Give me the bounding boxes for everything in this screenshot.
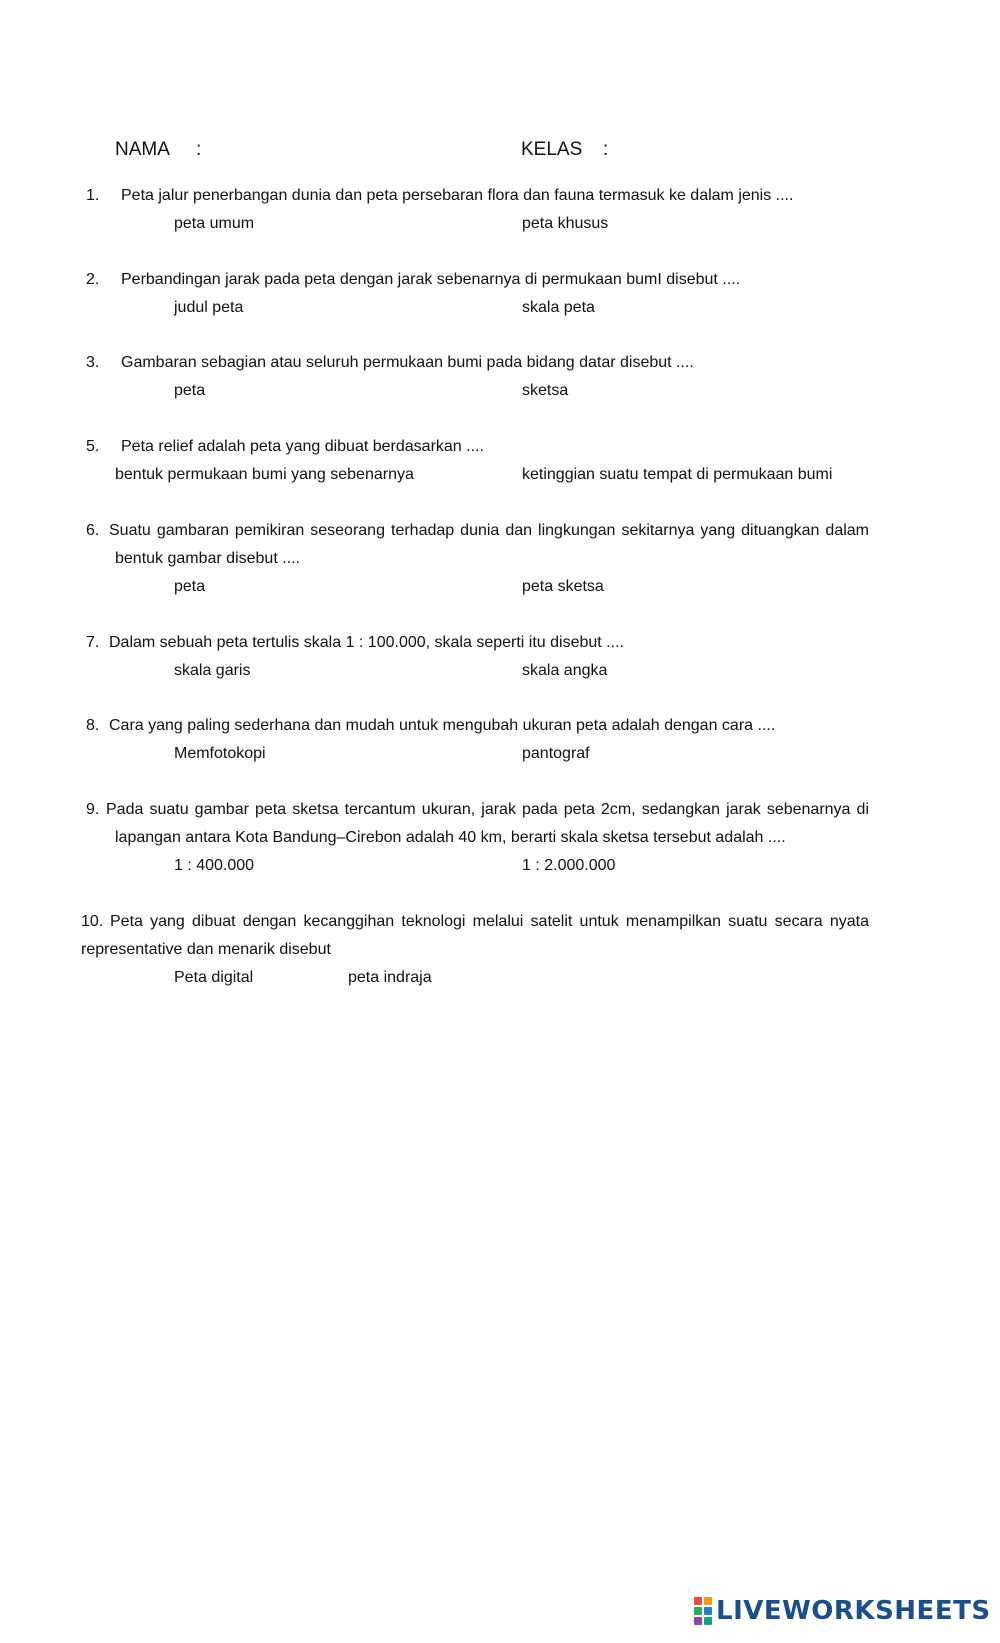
option-a[interactable]: judul peta bbox=[174, 299, 244, 316]
option-a[interactable]: 1 : 400.000 bbox=[174, 857, 255, 874]
question-number: 9. bbox=[86, 801, 100, 818]
option-b[interactable]: peta sketsa bbox=[522, 578, 604, 595]
question-text-line1: Peta yang dibuat dengan kecanggihan teknologi melalui satelit untuk menampilkan suatu secara nyata bbox=[110, 913, 869, 930]
question-number: 6. bbox=[86, 522, 100, 539]
question-number: 10. bbox=[81, 913, 104, 930]
option-b[interactable]: ketinggian suatu tempat di permukaan bumi bbox=[522, 466, 833, 483]
question-text: Cara yang paling sederhana dan mudah untuk mengubah ukuran peta adalah dengan cara .... bbox=[109, 717, 776, 734]
question-text: Peta jalur penerbangan dunia dan peta persebaran flora dan fauna termasuk ke dalam jenis .... bbox=[121, 187, 794, 204]
kelas-colon: : bbox=[603, 139, 609, 160]
question-text-line1: Pada suatu gambar peta sketsa tercantum ukuran, jarak pada peta 2cm, sedangkan jarak sebenarnya di bbox=[106, 801, 869, 818]
question-text: Gambaran sebagian atau seluruh permukaan bumi pada bidang datar disebut .... bbox=[121, 354, 694, 371]
option-a[interactable]: peta umum bbox=[174, 215, 255, 232]
logo-tile bbox=[694, 1607, 702, 1615]
option-b[interactable]: skala angka bbox=[522, 662, 608, 679]
question-number: 8. bbox=[86, 717, 100, 734]
option-b[interactable]: 1 : 2.000.000 bbox=[522, 857, 616, 874]
option-b[interactable]: skala peta bbox=[522, 299, 595, 316]
question-number: 7. bbox=[86, 634, 100, 651]
question-number: 1. bbox=[86, 187, 100, 204]
option-b[interactable]: peta khusus bbox=[522, 215, 609, 232]
question-text-line2: bentuk gambar disebut .... bbox=[115, 550, 300, 567]
logo-text: LIVEWORKSHEETS bbox=[716, 1596, 991, 1626]
question-text-line1: Suatu gambaran pemikiran seseorang terhadap dunia dan lingkungan sekitarnya yang dituangkan dalam bbox=[109, 522, 869, 539]
liveworksheets-logo bbox=[694, 1596, 991, 1626]
logo-tile bbox=[704, 1617, 712, 1625]
question-text-line2: lapangan antara Kota Bandung–Cirebon adalah 40 km, berarti skala sketsa tersebut adalah .... bbox=[115, 829, 786, 846]
question-text-line2: representative dan menarik disebut bbox=[81, 941, 331, 958]
nama-label: NAMA bbox=[115, 139, 170, 160]
logo-tile bbox=[694, 1617, 702, 1625]
question-text: Perbandingan jarak pada peta dengan jarak sebenarnya di permukaan bumI disebut .... bbox=[121, 271, 741, 288]
logo-tile bbox=[704, 1607, 712, 1615]
option-b[interactable]: peta indraja bbox=[348, 969, 432, 986]
option-a[interactable]: peta bbox=[174, 578, 206, 595]
question-text: Peta relief adalah peta yang dibuat berdasarkan .... bbox=[121, 438, 484, 455]
option-a[interactable]: peta bbox=[174, 382, 206, 399]
option-a[interactable]: bentuk permukaan bumi yang sebenarnya bbox=[115, 466, 414, 483]
option-b[interactable]: pantograf bbox=[522, 745, 590, 762]
nama-colon: : bbox=[196, 139, 202, 160]
question-number: 2. bbox=[86, 271, 100, 288]
logo-grid-icon bbox=[694, 1597, 712, 1625]
logo-tile bbox=[694, 1597, 702, 1605]
kelas-label: KELAS bbox=[521, 139, 583, 160]
option-b[interactable]: sketsa bbox=[522, 382, 569, 399]
logo-tile bbox=[704, 1597, 712, 1605]
question-number: 5. bbox=[86, 438, 100, 455]
option-a[interactable]: Memfotokopi bbox=[174, 745, 266, 762]
question-number: 3. bbox=[86, 354, 100, 371]
option-a[interactable]: Peta digital bbox=[174, 969, 254, 986]
option-a[interactable]: skala garis bbox=[174, 662, 251, 679]
question-text: Dalam sebuah peta tertulis skala 1 : 100.000, skala seperti itu disebut .... bbox=[109, 634, 624, 651]
